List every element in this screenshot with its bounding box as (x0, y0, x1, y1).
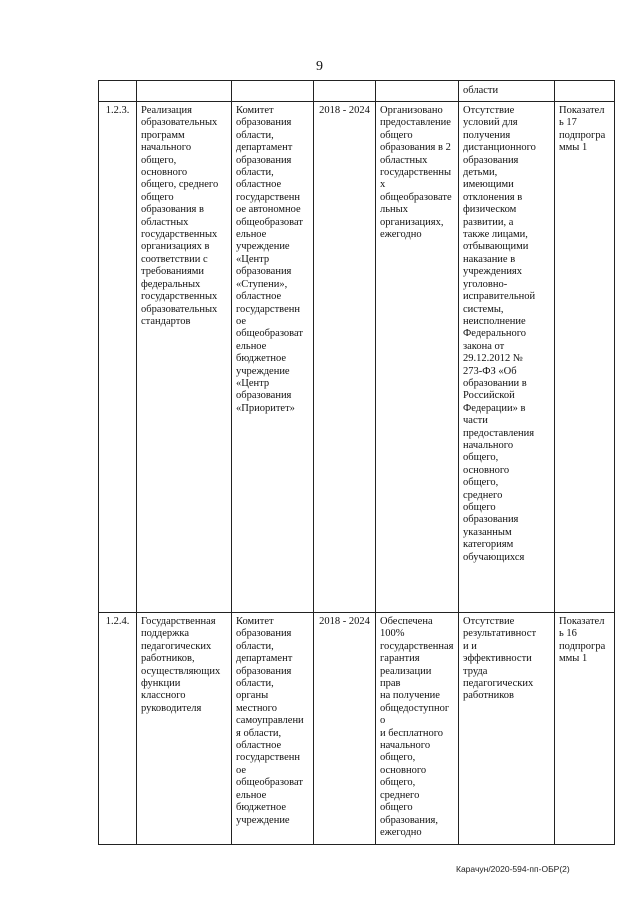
cell-empty (376, 81, 459, 102)
cell-empty (314, 81, 376, 102)
cell-empty (555, 81, 615, 102)
cell-indicator: Показател ь 16 подпрогра ммы 1 (555, 613, 615, 845)
cell-empty (137, 81, 232, 102)
cell-period: 2018 - 2024 (314, 613, 376, 845)
cell-result: Обеспечена 100% государственная гарантия реализации прав на получение общедоступного и бесплатного начального общего, основного общего, среднего общего образования, ежегодно (376, 613, 459, 845)
cell-consequences: области (459, 81, 555, 102)
cell-number: 1.2.4. (99, 613, 137, 845)
cell-number: 1.2.3. (99, 102, 137, 613)
cell-result: Организовано предоставление общего образования в 2 областных государственны х общеобразовате льных организациях, ежегодно (376, 102, 459, 613)
cell-executor: Комитет образования области, департамент образования области, областное государственн ое автономное общеобразоват ельное учреждение «Центр образования «Ступени», областное государственн ое общеобразоват ельное бюджетное учреждение «Центр образования «Приоритет» (232, 102, 314, 613)
cell-period: 2018 - 2024 (314, 102, 376, 613)
program-table (98, 80, 615, 845)
continuation-row (99, 81, 615, 102)
cell-indicator: Показател ь 17 подпрогра ммы 1 (555, 102, 615, 613)
document-footer: Карачун/2020-594-пп-ОБР(2) (456, 864, 570, 874)
table-row (99, 613, 615, 845)
cell-measure-name: Государственная поддержка педагогических работников, осуществляющих функции классного руководителя (137, 613, 232, 845)
cell-executor: Комитет образования области, департамент образования области, органы местного самоуправлени я области, областное государственн ое общеобразоват ельное бюджетное учреждение (232, 613, 314, 845)
table-row (99, 102, 615, 613)
cell-empty (232, 81, 314, 102)
cell-consequences: Отсутствие результативност и и эффективности труда педагогических работников (459, 613, 555, 845)
cell-measure-name: Реализация образовательных программ начального общего, основного общего, среднего общего образования в областных государственных организациях в соответствии с требованиями федеральных государственных образовательных стандартов (137, 102, 232, 613)
page-number: 9 (316, 59, 323, 74)
cell-consequences: Отсутствие условий для получения дистанционного образования детьми, имеющими отклонения в физическом развитии, а также лицами, отбывающими наказание в учреждениях уголовно- исправительной системы, неисполнение Федерального закона от 29.12.2012 № 273-ФЗ «Об образовании в Российской Федерации» в части предоставления начального общего, основного общего, среднего общего образования указанным категориям обучающихся (459, 102, 555, 613)
cell-empty (99, 81, 137, 102)
